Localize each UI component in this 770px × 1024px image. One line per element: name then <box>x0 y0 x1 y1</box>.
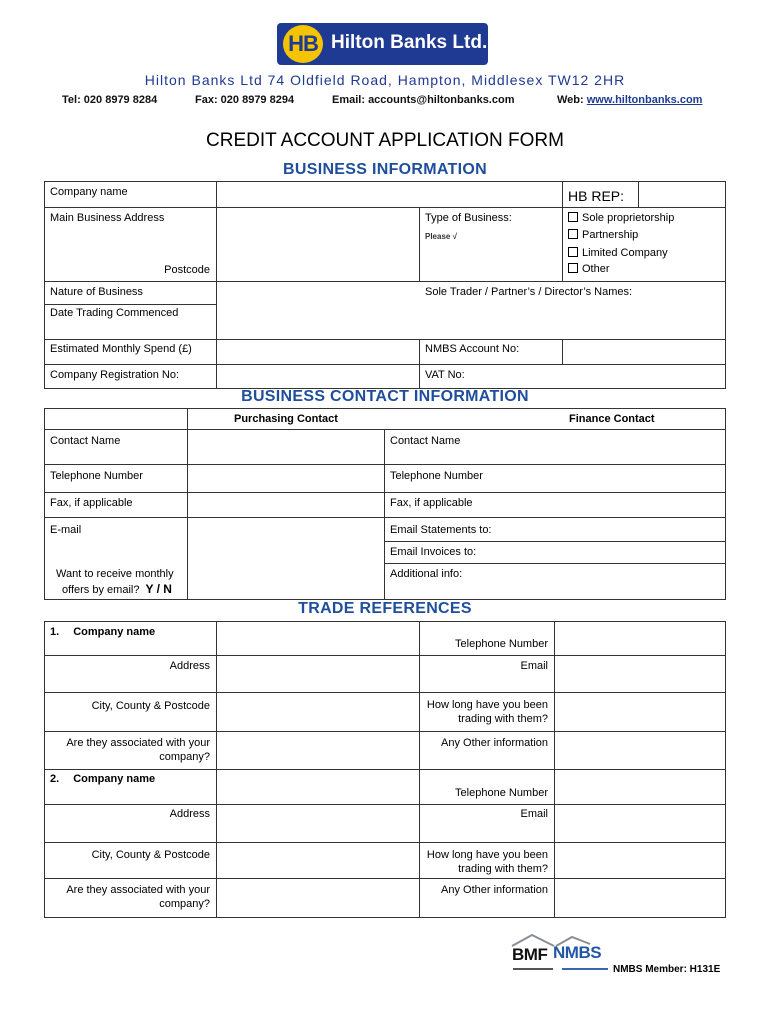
checkbox-icon[interactable] <box>568 212 578 222</box>
ref1-address-field[interactable] <box>217 656 418 691</box>
ref2-city-label: City, County & Postcode <box>91 849 210 861</box>
ref2-city-field[interactable] <box>217 843 418 877</box>
ref2-address-field[interactable] <box>217 805 418 841</box>
company-logo <box>277 23 488 65</box>
date-trading-label: Date Trading Commenced <box>50 307 179 319</box>
tel-number: Tel: 020 8979 8284 <box>62 94 158 106</box>
main-address-field[interactable] <box>217 208 418 280</box>
ref2-how-long-field[interactable] <box>555 843 724 877</box>
ref1-associated-field[interactable] <box>217 732 418 768</box>
purchasing-email-label: E-mail <box>50 524 82 536</box>
yes-no-choice[interactable]: Y / N <box>145 582 172 596</box>
finance-fax-label: Fax, if applicable <box>390 497 473 509</box>
finance-telephone-label: Telephone Number <box>390 470 483 482</box>
names-label: Sole Trader / Partner’s / Director’s Names: <box>425 286 633 298</box>
email-address: Email: accounts@hiltonbanks.com <box>332 94 515 106</box>
hb-rep-label: HB REP: <box>568 188 625 204</box>
option-sole-proprietorship[interactable]: Sole proprietorship <box>568 212 674 224</box>
monthly-spend-field[interactable] <box>217 340 418 363</box>
email-statements-field[interactable] <box>498 518 724 540</box>
ref2-company-name-label: 2. Company name <box>50 773 156 785</box>
ref1-company-name-field[interactable] <box>217 622 418 654</box>
names-field[interactable] <box>420 300 724 338</box>
nmbs-member-number: NMBS Member: H131E <box>613 964 721 975</box>
finance-contact-header: Finance Contact <box>569 413 655 425</box>
email-statements-label: Email Statements to: <box>390 524 492 536</box>
ref1-email-label: Email <box>520 660 548 672</box>
ref2-email-label: Email <box>520 808 548 820</box>
bmf-logo-text: BMF <box>512 945 548 964</box>
email-invoices-label: Email Invoices to: <box>390 546 477 558</box>
nature-of-business-label: Nature of Business <box>50 286 143 298</box>
ref1-company-name-label: 1. Company name <box>50 626 156 638</box>
company-reg-field[interactable] <box>217 365 418 387</box>
nmbs-account-field[interactable] <box>563 340 724 363</box>
finance-telephone-field[interactable] <box>490 465 724 491</box>
ref1-email-field[interactable] <box>555 656 724 691</box>
company-reg-label: Company Registration No: <box>50 369 180 381</box>
option-other[interactable]: Other <box>568 263 610 275</box>
checkbox-icon[interactable] <box>568 229 578 239</box>
section-trade-references: TRADE REFERENCES <box>298 600 472 617</box>
ref2-telephone-label: Telephone Number <box>455 787 548 799</box>
fax-number: Fax: 020 8979 8294 <box>195 94 295 106</box>
postcode-label: Postcode <box>164 264 210 276</box>
ref2-email-field[interactable] <box>555 805 724 841</box>
section-business-contact: BUSINESS CONTACT INFORMATION <box>241 388 529 405</box>
additional-info-field[interactable] <box>470 564 724 598</box>
section-business-information: BUSINESS INFORMATION <box>283 161 487 178</box>
monthly-spend-label: Estimated Monthly Spend (£) <box>50 343 192 355</box>
purchasing-telephone-label: Telephone Number <box>50 470 143 482</box>
ref2-company-name-field[interactable] <box>217 770 418 803</box>
ref2-address-label: Address <box>169 808 210 820</box>
logo-text: Hilton Banks Ltd. <box>331 32 488 53</box>
finance-fax-field[interactable] <box>480 493 724 516</box>
ref1-associated-line2: company? <box>159 751 210 763</box>
nature-of-business-field[interactable] <box>217 282 418 338</box>
ref2-associated-line1: Are they associated with your <box>66 884 210 896</box>
email-invoices-field[interactable] <box>482 542 724 562</box>
ref1-telephone-field[interactable] <box>555 622 724 654</box>
ref2-other-info-field[interactable] <box>555 879 724 916</box>
ref2-how-long-line2: trading with them? <box>458 863 548 875</box>
hb-rep-field[interactable] <box>639 182 724 206</box>
purchasing-telephone-field[interactable] <box>188 465 383 491</box>
finance-contact-name-label: Contact Name <box>390 435 461 447</box>
website-link[interactable]: www.hiltonbanks.com <box>586 94 703 106</box>
ref1-address-label: Address <box>169 660 210 672</box>
form-title: CREDIT ACCOUNT APPLICATION FORM <box>206 130 564 151</box>
ref1-other-info-field[interactable] <box>555 732 724 768</box>
ref1-city-field[interactable] <box>217 693 418 730</box>
company-name-field[interactable] <box>217 182 561 206</box>
ref2-telephone-field[interactable] <box>555 770 724 803</box>
ref2-how-long-line1: How long have you been <box>426 849 548 861</box>
logo-badge: HB <box>283 25 323 63</box>
ref1-telephone-label: Telephone Number <box>455 638 548 650</box>
nmbs-account-label: NMBS Account No: <box>425 343 520 355</box>
ref1-other-info-label: Any Other information <box>441 737 548 749</box>
main-address-label: Main Business Address <box>50 212 165 224</box>
company-address: Hilton Banks Ltd 74 Oldfield Road, Hampton, Middlesex TW12 2HR <box>144 72 626 88</box>
option-partnership[interactable]: Partnership <box>568 229 638 241</box>
vat-field[interactable] <box>475 365 724 387</box>
company-name-label: Company name <box>50 186 128 198</box>
ref2-associated-field[interactable] <box>217 879 418 916</box>
purchasing-fax-field[interactable] <box>188 493 383 516</box>
purchasing-email-field[interactable] <box>188 518 383 598</box>
ref1-how-long-line2: trading with them? <box>458 713 548 725</box>
ref1-how-long-field[interactable] <box>555 693 724 730</box>
type-of-business-label: Type of Business: <box>425 212 512 224</box>
ref1-city-label: City, County & Postcode <box>91 700 210 712</box>
purchasing-contact-name-label: Contact Name <box>50 435 121 447</box>
bmf-nmbs-logo <box>510 932 610 974</box>
offers-question-line2: offers by email? Y / N <box>62 582 172 596</box>
ref1-how-long-line1: How long have you been <box>426 699 548 711</box>
checkbox-icon[interactable] <box>568 263 578 273</box>
please-tick-note: Please √ <box>425 232 457 241</box>
website: Web: www.hiltonbanks.com <box>557 94 703 106</box>
purchasing-contact-header: Purchasing Contact <box>234 413 338 425</box>
ref1-associated-line1: Are they associated with your <box>66 737 210 749</box>
additional-info-label: Additional info: <box>390 568 463 580</box>
option-limited-company[interactable]: Limited Company <box>568 247 668 259</box>
offers-question-line1: Want to receive monthly <box>56 568 174 580</box>
ref2-other-info-label: Any Other information <box>441 884 548 896</box>
ref2-associated-line2: company? <box>159 898 210 910</box>
purchasing-fax-label: Fax, if applicable <box>50 497 133 509</box>
finance-contact-name-field[interactable] <box>470 430 724 463</box>
nmbs-logo-text: NMBS <box>553 943 602 962</box>
checkbox-icon[interactable] <box>568 247 578 257</box>
vat-label: VAT No: <box>425 369 465 381</box>
purchasing-contact-name-field[interactable] <box>188 430 383 463</box>
